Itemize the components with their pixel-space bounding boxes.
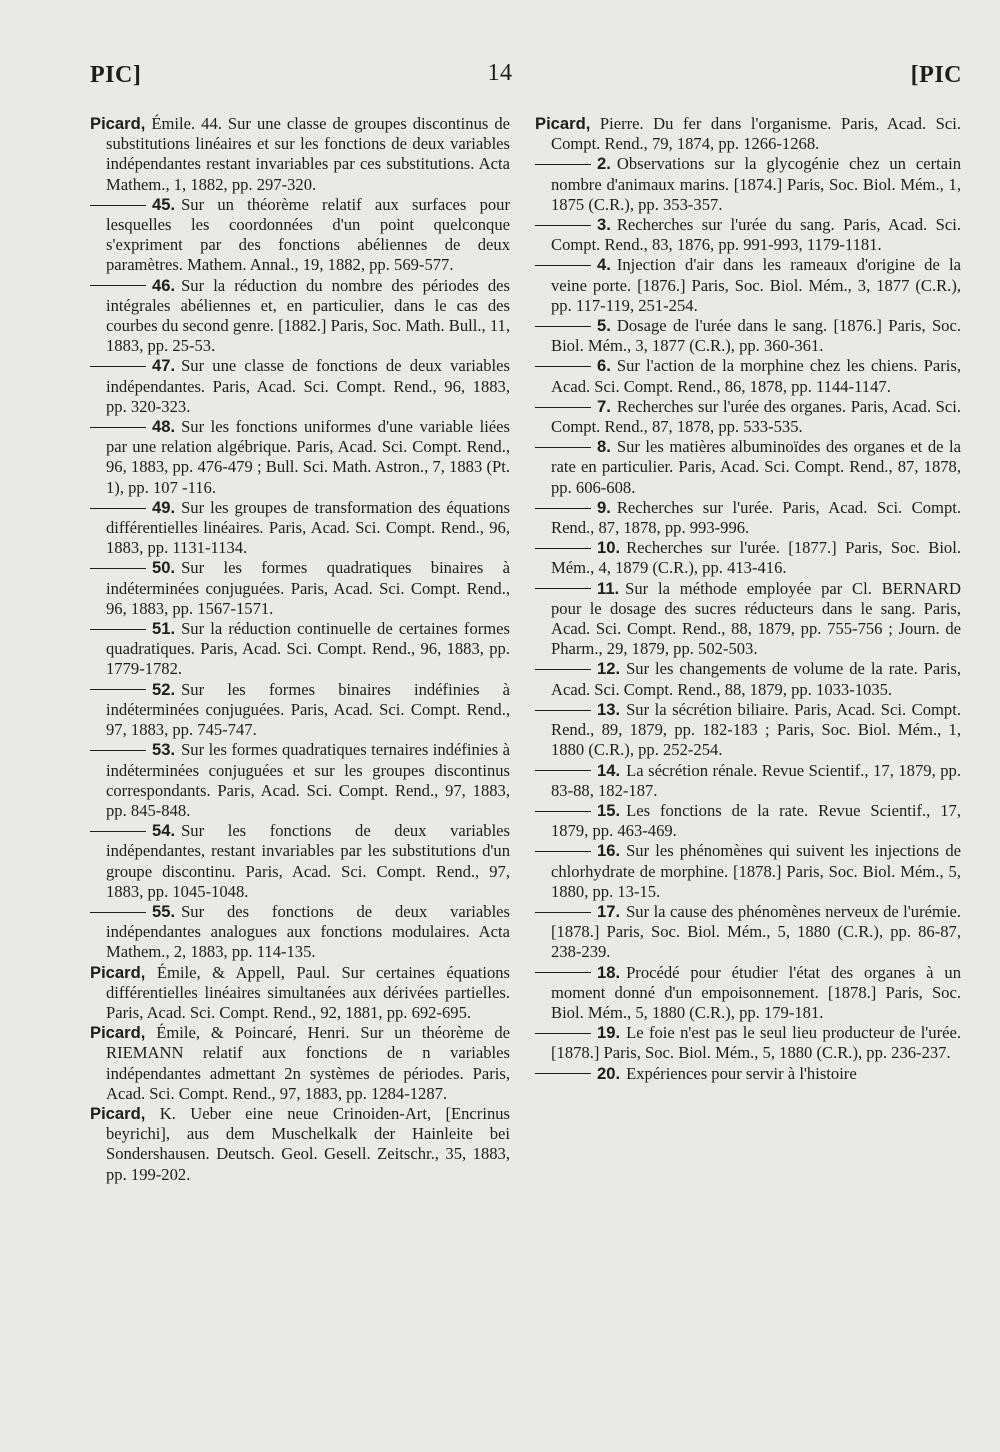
entry-text: Sur la méthode employée par Cl. BERNARD pour le dosage des sucres réducteurs dans le sang. Paris, Acad. Sci. Compt. Rend., 88, 1879, pp. 755-756 ; Journ. de Pharm., 29, 1879, pp. 502-503. [551,578,961,659]
entry-text: Sur la sécrétion biliaire. Paris, Acad. Sci. Compt. Rend., 89, 1879, pp. 182-183 ; Paris, Soc. Biol. Mém., 1, 1880 (C.R.), pp. 252-254. [551,699,961,760]
bibliography-entry [90,619,510,680]
entry-text: La sécrétion rénale. Revue Scientif., 17, 1879, pp. 83-88, 182-187. [551,760,961,800]
entry-text: Procédé pour étudier l'état des organes à un moment donné d'un empoisonnement. [1878.] Paris, Soc. Biol. Mém., 5, 1880 (C.R.), pp. 179-181. [551,962,961,1022]
ditto-dash [535,912,591,913]
bibliography-entry [90,821,510,902]
entry-number: 7. [597,396,611,416]
bibliography-entry [90,902,510,963]
ditto-dash [535,669,591,670]
ditto-dash [535,164,591,165]
ditto-dash [535,326,591,327]
entry-number: 48. [152,417,176,437]
entry-author: Picard, [90,114,146,133]
bibliography-entry [90,558,510,619]
right-column [535,114,961,1084]
entry-text: Sur des fonctions de deux variables indépendantes analogues aux fonctions modulaires. Acta Mathem., 2, 1883, pp. 114-135. [106,901,510,962]
entry-text: Sur l'action de la morphine chez les chiens. Paris, Acad. Sci. Compt. Rend., 86, 1878, pp. 1144-1147. [551,356,961,396]
ditto-dash [535,1073,591,1074]
bibliography-entry [535,316,961,356]
entry-text: Injection d'air dans les rameaux d'origine de la veine porte. [1876.] Paris, Soc. Biol. Mém., 3, 1877 (C.R.), pp. 117-119, 251-254. [551,255,961,315]
entry-text: Le foie n'est pas le seul lieu producteur de l'urée. [1878.] Paris, Soc. Biol. Mém., 5, 1880 (C.R.), pp. 236-237. [551,1023,961,1063]
entry-number: 19. [597,1023,621,1043]
entry-number: 12. [597,659,621,679]
entry-author: Picard, [90,1103,146,1123]
entry-text: Dosage de l'urée dans le sang. [1876.] Paris, Soc. Biol. Mém., 3, 1877 (C.R.), pp. 360-361. [551,316,961,356]
bibliography-entry [535,659,961,699]
entry-number: 13. [597,699,621,719]
bibliography-entry [90,114,510,195]
entry-text: Émile, & Appell, Paul. Sur certaines équations différentielles linéaires simultanées aux dérivées partielles. Paris, Acad. Sci. Compt. Rend., 92, 1881, pp. 692-695. [106,962,510,1022]
entry-text: Recherches sur l'urée. Paris, Acad. Sci. Compt. Rend., 87, 1878, pp. 993-996. [551,497,961,538]
ditto-dash [535,588,591,589]
entry-author: Picard, [90,1023,146,1043]
bibliography-entry [535,215,961,255]
entry-number: 18. [597,962,621,982]
entry-text: Sur les formes binaires indéfinies à indéterminées conjuguées. Paris, Acad. Sci. Compt. Rend., 97, 1883, pp. 745-747. [106,679,510,740]
entry-number: 17. [597,901,621,921]
ditto-dash [90,285,146,286]
entry-number: 20. [597,1063,621,1083]
ditto-dash [535,1033,591,1034]
ditto-dash [535,366,591,367]
bibliography-entry [535,114,961,154]
entry-number: 52. [152,679,176,699]
entry-text: Sur les matières albuminoïdes des organes et de la rate en particulier. Paris, Acad. Sci. Compt. Rend., 87, 1878, pp. 606-608. [551,437,961,497]
bibliography-entry [90,680,510,741]
entry-text: Sur les phénomènes qui suivent les injections de chlorhydrate de morphine. [1878.] Paris, Soc. Biol. Mém., 5, 1880, pp. 13-15. [551,841,961,901]
bibliography-entry [535,579,961,660]
ditto-dash [535,811,591,812]
bibliography-entry [535,538,961,578]
bibliography-entry [90,195,510,276]
ditto-dash [535,508,591,509]
entry-text: Les fonctions de la rate. Revue Scientif., 17, 1879, pp. 463-469. [551,800,961,841]
ditto-dash [90,689,146,690]
bibliography-entry [535,1023,961,1063]
bibliography-entry [535,1064,961,1084]
entry-number: 8. [597,437,611,457]
entry-number: 54. [152,821,176,841]
running-head-left: PIC] [90,62,142,88]
entry-number: 55. [152,901,176,921]
ditto-dash [90,427,146,428]
entry-text: Émile. 44. Sur une classe de groupes discontinus de substitutions linéaires et sur les fonctions de deux variables indépendantes restant invariables par ces substitutions. Acta Mathem., 1, 1882, pp. 297-320. [106,114,511,194]
bibliography-entry [535,437,961,498]
entry-number: 4. [597,255,611,275]
entry-number: 45. [152,194,176,214]
ditto-dash [535,770,591,771]
entry-number: 46. [152,275,176,295]
entry-number: 3. [597,215,611,235]
ditto-dash [535,447,591,448]
bibliography-entry [90,417,510,498]
bibliography-entry [535,356,961,396]
left-column [90,114,510,1185]
entry-number: 6. [597,356,611,376]
ditto-dash [90,366,146,367]
bibliography-entry [90,1023,510,1104]
ditto-dash [535,972,591,973]
entry-number: 5. [597,316,611,336]
entry-number: 9. [597,497,611,517]
entry-text: Recherches sur l'urée. [1877.] Paris, Soc. Biol. Mém., 4, 1879 (C.R.), pp. 413-416. [551,538,961,578]
bibliography-entry [90,276,510,357]
bibliography-entry [535,801,961,841]
page-number: 14 [487,60,513,86]
entry-text: Observations sur la glycogénie chez un certain nombre d'animaux marins. [1874.] Paris, Soc. Biol. Mém., 1, 1875 (C.R.), pp. 353-357. [551,154,961,214]
entry-number: 49. [152,497,176,517]
entry-text: K. Ueber eine neue Crinoiden-Art, [Encrinus beyrichi], aus dem Muschelkalk der Hainleite bei Sondershausen. Deutsch. Geol. Gesell. Zeitschr., 35, 1883, pp. 199-202. [106,1103,510,1184]
entry-text: Sur les fonctions uniformes d'une variable liées par une relation algébrique. Paris, Acad. Sci. Compt. Rend., 96, 1883, pp. 476-479 ; Bull. Sci. Math. Astron., 7, 1883 (Pt. 1), pp. 107 -116. [106,417,510,497]
ditto-dash [535,851,591,852]
entry-text: Sur une classe de fonctions de deux variables indépendantes. Paris, Acad. Sci. Compt. Rend., 96, 1883, pp. 320-323. [106,356,510,416]
bibliography-entry [90,963,510,1024]
entry-number: 47. [152,356,176,376]
entry-text: Sur les fonctions de deux variables indépendantes, restant invariables par les substitutions d'un groupe discontinu. Paris, Acad. Sci. Compt. Rend., 97, 1883, pp. 1045-1048. [106,821,510,901]
entry-text: Expériences pour servir à l'histoire [626,1063,857,1083]
entry-author: Picard, [535,114,591,133]
bibliography-entry [535,841,961,902]
ditto-dash [535,710,591,711]
bibliography-entry [535,255,961,316]
ditto-dash [90,508,146,509]
entry-text: Sur les formes quadratiques binaires à indéterminées conjuguées. Paris, Acad. Sci. Compt. Rend., 96, 1883, pp. 1567-1571. [106,558,510,618]
ditto-dash [535,548,591,549]
entry-author: Picard, [90,962,146,982]
running-head-right: [PIC [910,62,962,88]
entry-text: Recherches sur l'urée des organes. Paris, Acad. Sci. Compt. Rend., 87, 1878, pp. 533-535. [551,396,961,437]
entry-number: 51. [152,619,176,639]
ditto-dash [535,407,591,408]
bibliography-entry [535,963,961,1024]
entry-text: Sur les groupes de transformation des équations différentielles linéaires. Paris, Acad. Sci. Compt. Rend., 96, 1883, pp. 1131-1134. [106,497,510,558]
bibliography-entry [535,154,961,215]
bibliography-entry [535,498,961,538]
ditto-dash [535,225,591,226]
ditto-dash [90,831,146,832]
entry-text: Sur la cause des phénomènes nerveux de l'urémie. [1878.] Paris, Soc. Biol. Mém., 5, 1880 (C.R.), pp. 86-87, 238-239. [551,901,961,962]
bibliography-entry [90,1104,510,1185]
entry-number: 2. [597,154,611,174]
bibliography-entry [535,700,961,761]
bibliography-entry [90,740,510,821]
bibliography-entry [90,356,510,417]
entry-text: Sur la réduction continuelle de certaines formes quadratiques. Paris, Acad. Sci. Compt. Rend., 96, 1883, pp. 1779-1782. [106,619,510,679]
bibliography-entry [535,902,961,963]
bibliography-entry [90,498,510,559]
ditto-dash [90,205,146,206]
entry-number: 16. [597,841,621,861]
ditto-dash [535,265,591,266]
ditto-dash [90,750,146,751]
entry-number: 15. [597,800,621,820]
entry-text: Sur la réduction du nombre des périodes des intégrales abéliennes et, en particulier, dans le cas des courbes du second genre. [1882.] Paris, Soc. Math. Bull., 11, 1883, pp. 25-53. [106,275,510,356]
entry-number: 14. [597,760,621,780]
entry-text: Pierre. Du fer dans l'organisme. Paris, Acad. Sci. Compt. Rend., 79, 1874, pp. 1266-1268. [551,114,961,154]
entry-text: Sur les changements de volume de la rate. Paris, Acad. Sci. Compt. Rend., 88, 1879, pp. 1033-1035. [551,659,961,699]
entry-text: Émile, & Poincaré, Henri. Sur un théorème de RIEMANN relatif aux fonctions de n variables indépendantes admettant 2n systèmes de périodes. Paris, Acad. Sci. Compt. Rend., 97, 1883, pp. 1284-1287. [106,1023,510,1103]
entry-number: 53. [152,740,176,760]
entry-number: 10. [597,538,621,558]
bibliography-entry [535,761,961,801]
entry-text: Sur un théorème relatif aux surfaces pour lesquelles les coordonnées d'un point quelconque s'expriment par des fonctions abéliennes de deux paramètres. Mathem. Annal., 19, 1882, pp. 569-577. [106,194,510,275]
entry-text: Sur les formes quadratiques ternaires indéfinies à indéterminées conjuguées et sur les groupes discontinus correspondants. Paris, Acad. Sci. Compt. Rend., 97, 1883, pp. 845-848. [106,740,510,820]
ditto-dash [90,568,146,569]
ditto-dash [90,912,146,913]
ditto-dash [90,629,146,630]
entry-number: 50. [152,558,176,578]
bibliography-entry [535,397,961,437]
entry-text: Recherches sur l'urée du sang. Paris, Acad. Sci. Compt. Rend., 83, 1876, pp. 991-993, 1179-1181. [551,215,961,255]
entry-number: 11. [597,578,620,598]
